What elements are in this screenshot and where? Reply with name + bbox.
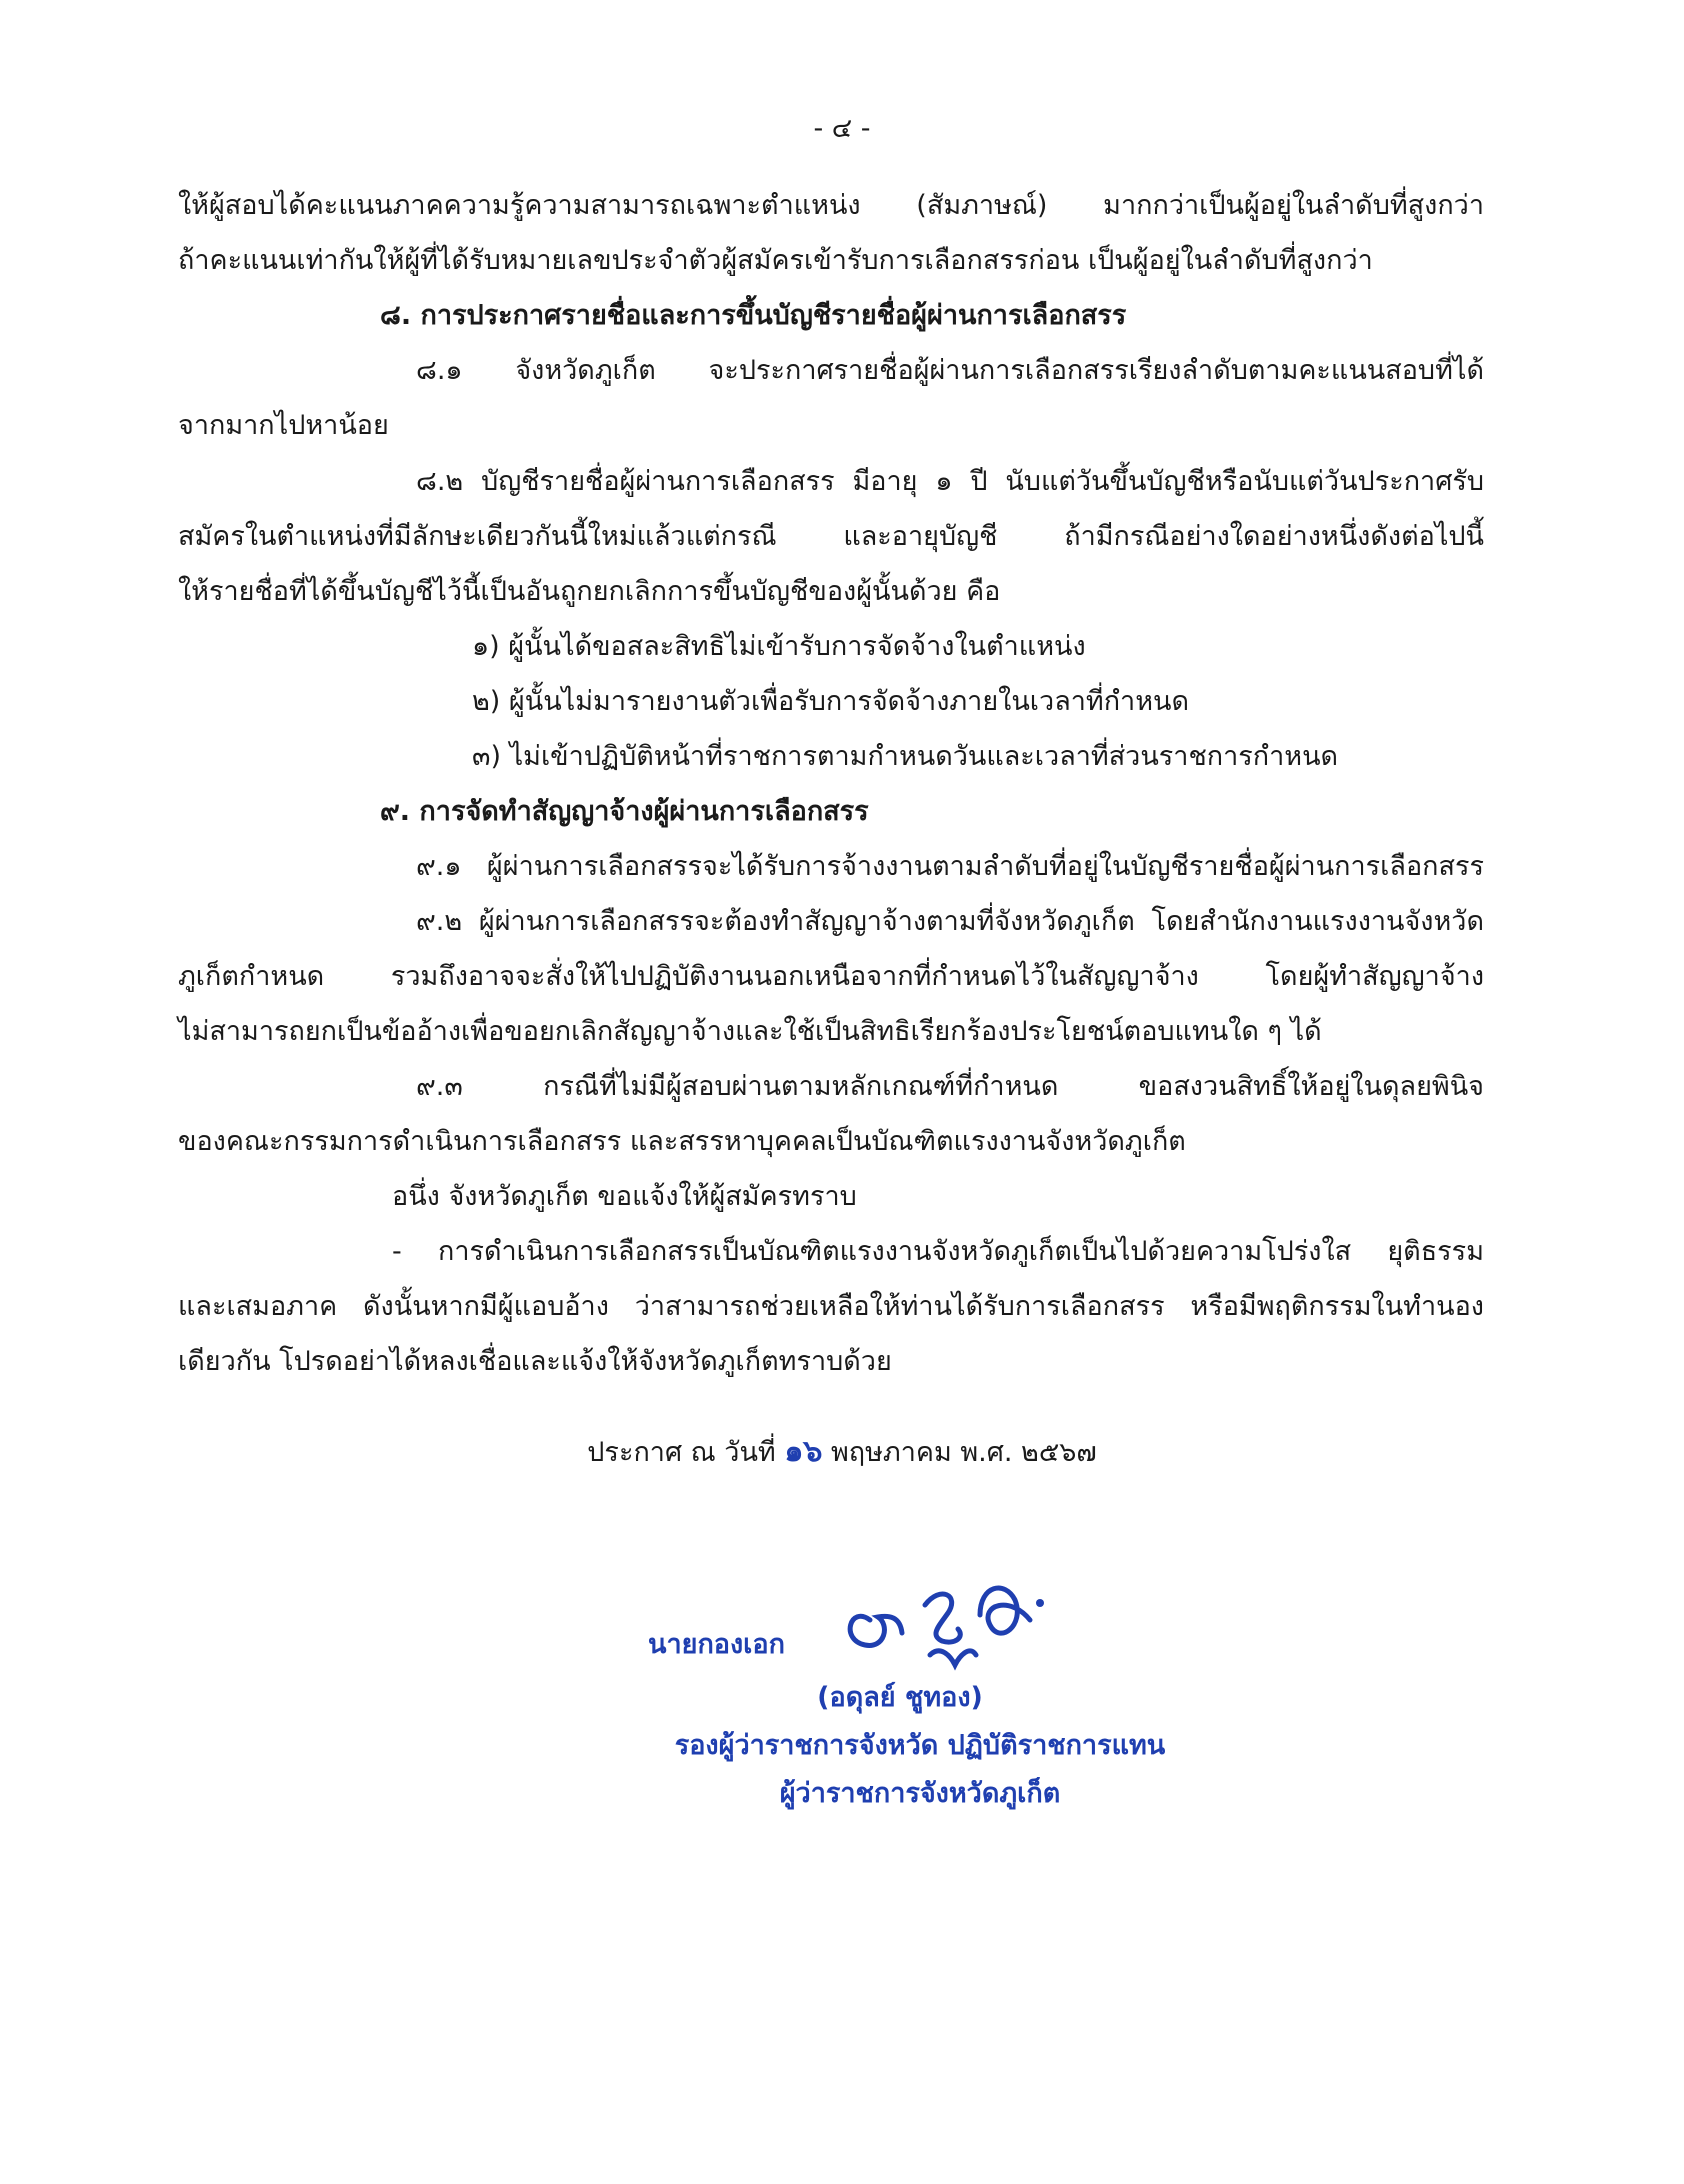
section-8-heading: ๘. การประกาศรายชื่อและการขึ้นบัญชีรายชื่อผู้ผ่านการเลือกสรร bbox=[380, 300, 1127, 331]
signer-position-1: รองผู้ว่าราชการจังหวัด ปฏิบัติราชการแทน bbox=[674, 1730, 1166, 1761]
section-9-heading: ๙. การจัดทำสัญญาจ้างผู้ผ่านการเลือกสรร bbox=[380, 796, 869, 827]
announcement-date bbox=[0, 1434, 1684, 1471]
announcement-prefix: ประกาศ ณ วันที่ bbox=[587, 1437, 785, 1468]
section-9-2-line-1: ๙.๒ ผู้ผ่านการเลือกสรรจะต้องทำสัญญาจ้างตามที่จังหวัดภูเก็ต โดยสำนักงานแรงงานจังหวัด bbox=[416, 906, 1484, 937]
section-9-3-line-2: ของคณะกรรมการดำเนินการเลือกสรร และสรรหาบุคคลเป็นบัณฑิตแรงงานจังหวัดภูเก็ต bbox=[178, 1126, 1186, 1157]
intro-line-1: ให้ผู้สอบได้คะแนนภาคความรู้ความสามารถเฉพาะตำแหน่ง (สัมภาษณ์) มากกว่าเป็นผู้อยู่ในลำดับที่สูงกว่า bbox=[178, 190, 1484, 221]
section-8-2-line-1: ๘.๒ บัญชีรายชื่อผู้ผ่านการเลือกสรร มีอายุ ๑ ปี นับแต่วันขึ้นบัญชีหรือนับแต่วันประกาศรับ bbox=[416, 466, 1484, 497]
section-8-1-line-1: ๘.๑ จังหวัดภูเก็ต จะประกาศรายชื่อผู้ผ่านการเลือกสรรเรียงลำดับตามคะแนนสอบที่ได้ bbox=[416, 355, 1484, 386]
signer-rank: นายกองเอก bbox=[648, 1629, 785, 1660]
section-8-1-line-2: จากมากไปหาน้อย bbox=[178, 410, 389, 441]
section-9-3-line-1: ๙.๓ กรณีที่ไม่มีผู้สอบผ่านตามหลักเกณฑ์ที่กำหนด ขอสงวนสิทธิ์ให้อยู่ในดุลยพินิจ bbox=[416, 1071, 1484, 1102]
page-number: - ๔ - bbox=[813, 113, 871, 144]
notice-intro: อนึ่ง จังหวัดภูเก็ต ขอแจ้งให้ผู้สมัครทราบ bbox=[392, 1181, 857, 1212]
section-9-1: ๙.๑ ผู้ผ่านการเลือกสรรจะได้รับการจ้างงานตามลำดับที่อยู่ในบัญชีรายชื่อผู้ผ่านการเลือกสรร bbox=[416, 851, 1484, 882]
section-9-2-line-2: ภูเก็ตกำหนด รวมถึงอาจจะสั่งให้ไปปฏิบัติงานนอกเหนือจากที่กำหนดไว้ในสัญญาจ้าง โดยผู้ทำสัญญาจ้าง bbox=[178, 961, 1484, 992]
section-8-2-line-3: ให้รายชื่อที่ได้ขึ้นบัญชีไว้นี้เป็นอันถูกยกเลิกการขึ้นบัญชีของผู้นั้นด้วย คือ bbox=[178, 576, 1001, 607]
condition-item-2: ๒) ผู้นั้นไม่มารายงานตัวเพื่อรับการจัดจ้างภายในเวลาที่กำหนด bbox=[472, 686, 1189, 717]
notice-line-3: เดียวกัน โปรดอย่าได้หลงเชื่อและแจ้งให้จังหวัดภูเก็ตทราบด้วย bbox=[178, 1346, 892, 1377]
notice-line-1: - การดำเนินการเลือกสรรเป็นบัณฑิตแรงงานจังหวัดภูเก็ตเป็นไปด้วยความโปร่งใส ยุติธรรม bbox=[392, 1236, 1484, 1267]
intro-line-2: ถ้าคะแนนเท่ากันให้ผู้ที่ได้รับหมายเลขประจำตัวผู้สมัครเข้ารับการเลือกสรรก่อน เป็นผู้อยู่ในลำดับที่สูงกว่า bbox=[178, 245, 1373, 276]
signer-position-2: ผู้ว่าราชการจังหวัดภูเก็ต bbox=[779, 1778, 1061, 1809]
condition-item-3: ๓) ไม่เข้าปฏิบัติหน้าที่ราชการตามกำหนดวันและเวลาที่ส่วนราชการกำหนด bbox=[472, 741, 1339, 772]
announcement-suffix: พฤษภาคม พ.ศ. ๒๕๖๗ bbox=[822, 1437, 1097, 1468]
handwritten-signature bbox=[830, 1545, 1060, 1675]
announcement-day: ๑๖ bbox=[784, 1434, 823, 1469]
notice-line-2: และเสมอภาค ดังนั้นหากมีผู้แอบอ้าง ว่าสามารถช่วยเหลือให้ท่านได้รับการเลือกสรร หรือมีพฤติกรรมในทำนอง bbox=[178, 1291, 1484, 1322]
section-9-2-line-3: ไม่สามารถยกเป็นข้ออ้างเพื่อขอยกเลิกสัญญาจ้างและใช้เป็นสิทธิเรียกร้องประโยชน์ตอบแทนใด ๆ ได้ bbox=[178, 1016, 1322, 1047]
signer-name: (อดุลย์ ชูทอง) bbox=[817, 1682, 983, 1713]
condition-item-1: ๑) ผู้นั้นได้ขอสละสิทธิไม่เข้ารับการจัดจ้างในตำแหน่ง bbox=[472, 631, 1086, 662]
section-8-2-line-2: สมัครในตำแหน่งที่มีลักษะเดียวกันนี้ใหม่แล้วแต่กรณี และอายุบัญชี ถ้ามีกรณีอย่างใดอย่างหนึ่งดังต่อไปนี้ bbox=[178, 521, 1484, 552]
